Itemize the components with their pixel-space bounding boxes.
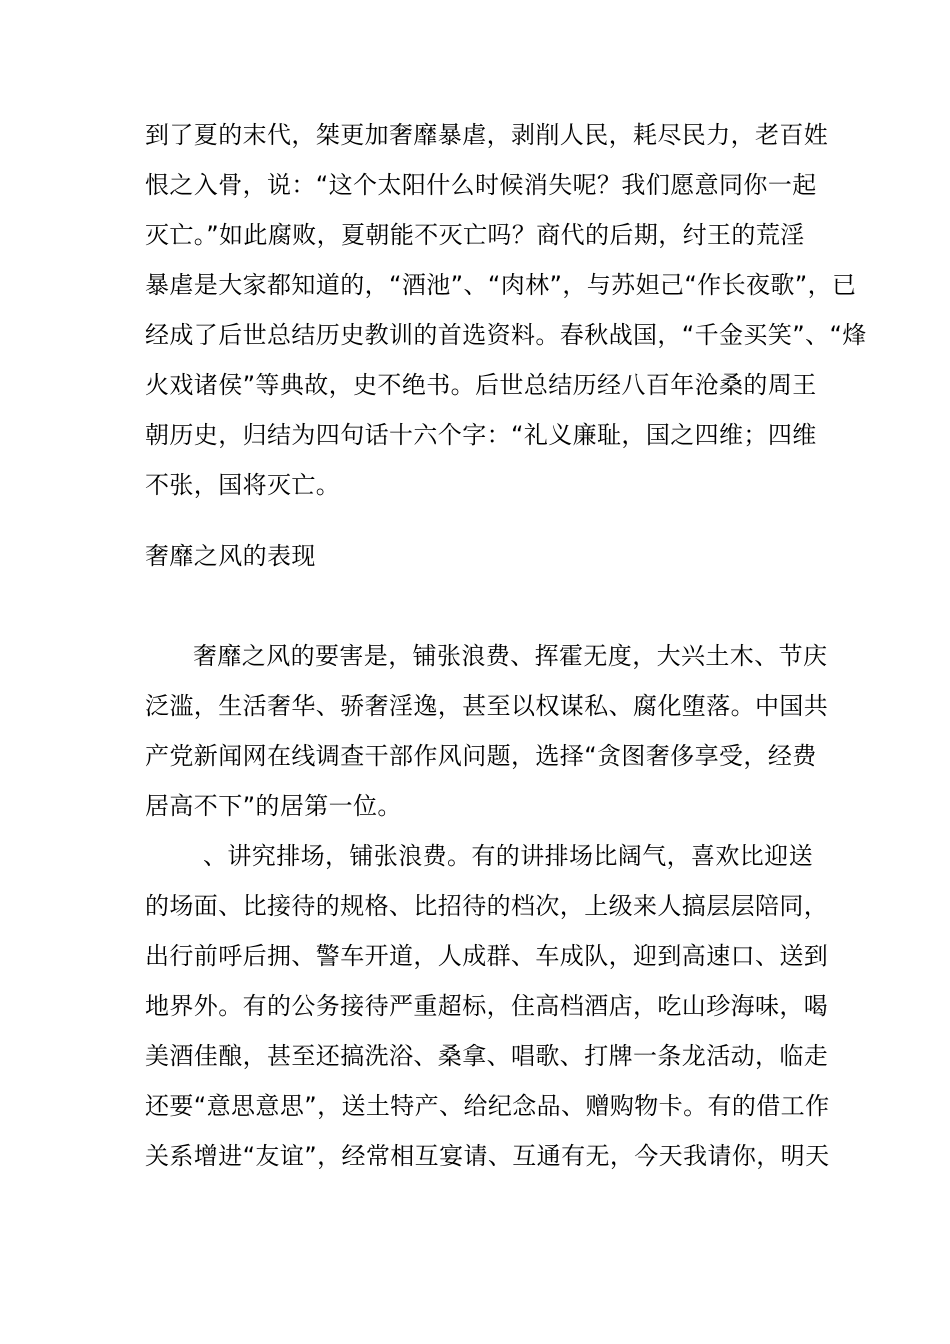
paragraph-3-line-1: 、讲究排场，铺张浪费。有的讲排场比阔气，喜欢比迎送	[203, 842, 813, 870]
paragraph-1-line-2: 恨之入骨，说：“这个太阳什么时候消失呢？我们愿意同你一起	[145, 171, 817, 199]
paragraph-2-line-2: 泛滥，生活奢华、骄奢淫逸，甚至以权谋私、腐化堕落。中国共	[145, 692, 829, 720]
section-heading: 奢靡之风的表现	[145, 542, 316, 570]
paragraph-2-line-1: 奢靡之风的要害是，铺张浪费、挥霍无度，大兴土木、节庆	[193, 642, 828, 670]
paragraph-1-line-8: 不张，国将灭亡。	[145, 471, 341, 499]
paragraph-2-line-4: 居高不下”的居第一位。	[145, 792, 402, 820]
paragraph-3-line-4: 地界外。有的公务接待严重超标，住高档酒店，吃山珍海味，喝	[145, 992, 829, 1020]
paragraph-1-line-5: 经成了后世总结历史教训的首选资料。春秋战国，“千金买笑”、“烽	[145, 321, 867, 349]
paragraph-1-line-1: 到了夏的末代，桀更加奢靡暴虐，剥削人民，耗尽民力，老百姓	[145, 121, 829, 149]
paragraph-3-line-5: 美酒佳酿，甚至还搞洗浴、桑拿、唱歌、打牌一条龙活动，临走	[145, 1042, 829, 1070]
paragraph-3-line-3: 出行前呼后拥、警车开道，人成群、车成队，迎到高速口、送到	[145, 942, 829, 970]
paragraph-1-line-6: 火戏诸侯”等典故，史不绝书。后世总结历经八百年沧桑的周王	[145, 371, 817, 399]
paragraph-3-line-7: 关系增进“友谊”，经常相互宴请、互通有无，今天我请你，明天	[145, 1142, 830, 1170]
paragraph-1-line-4: 暴虐是大家都知道的，“酒池”、“肉林”，与苏妲己“作长夜歌”，已	[145, 271, 857, 299]
paragraph-3-line-2: 的场面、比接待的规格、比招待的档次，上级来人搞层层陪同，	[145, 892, 829, 920]
paragraph-2-line-3: 产党新闻网在线调查干部作风问题，选择“贪图奢侈享受，经费	[145, 742, 817, 770]
paragraph-1-line-7: 朝历史，归结为四句话十六个字：“礼义廉耻，国之四维；四维	[145, 421, 817, 449]
paragraph-1-line-3: 灭亡。”如此腐败，夏朝能不灭亡吗？商代的后期，纣王的荒淫	[145, 221, 805, 249]
paragraph-3-line-6: 还要“意思意思”，送土特产、给纪念品、赠购物卡。有的借工作	[145, 1092, 830, 1120]
